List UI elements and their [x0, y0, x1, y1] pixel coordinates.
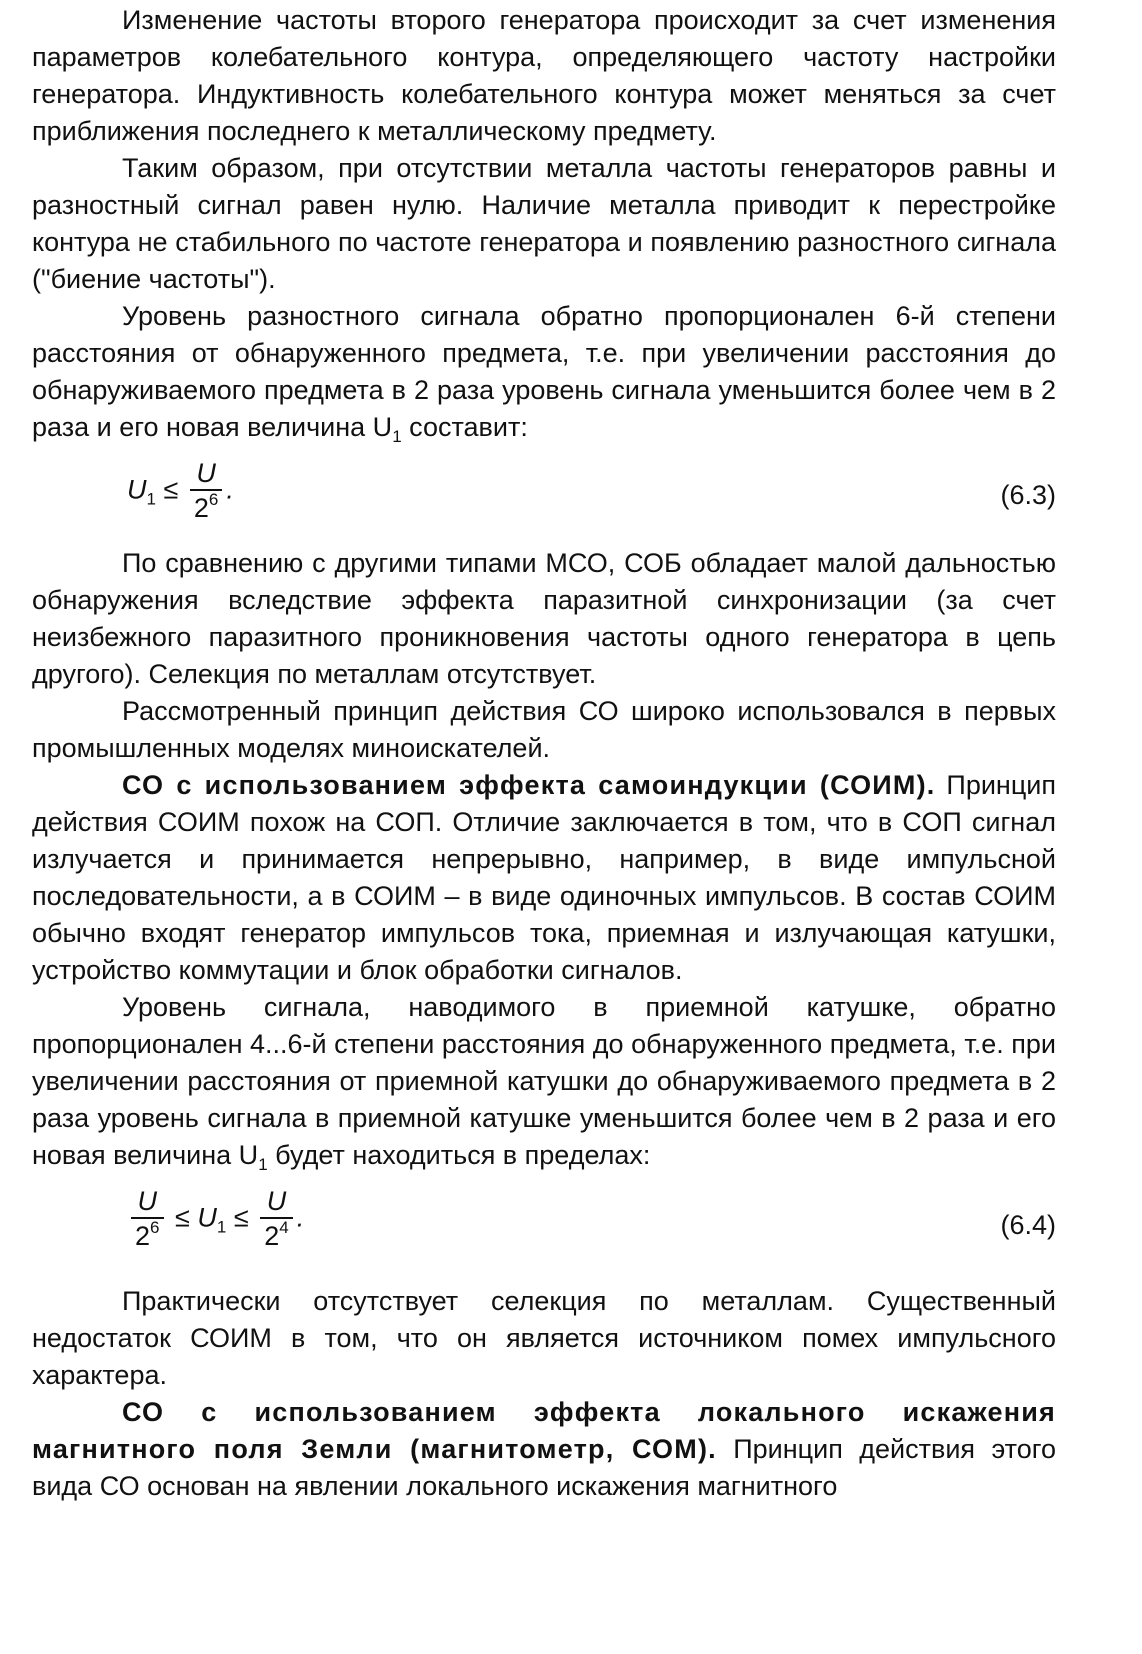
paragraph-text: Уровень сигнала, наводимого в приемной катушке, обратно пропорционален 4...6-й степени расстояния до обнаруженного предмета, т.е. при увеличении расстояния от приемной катушки до обнаруживаемого предмета в 2 раза уровень сигнала в приемной катушке уменьшится более чем в 2 раза и его новая величина U	[32, 992, 1056, 1170]
subscript: 1	[392, 427, 402, 446]
fraction-denominator: $2^6$	[135, 1217, 160, 1251]
equation-number: (6.3)	[1000, 480, 1056, 510]
paragraph-text: Принцип действия этого вида СО основан на явлении локального искажения магнитного	[32, 1434, 1056, 1501]
paragraph-selection: Практически отсутствует селекция по металлам. Существенный недостаток СОИМ в том, что он является источником помех импульсного характера.	[32, 1286, 1056, 1390]
fraction-denominator: $2^4$	[264, 1217, 289, 1251]
formula-tail: .	[226, 474, 234, 505]
paragraph-soim-signal	[32, 989, 1056, 1183]
paragraph-signal-level	[32, 298, 1056, 455]
formula-fraction-left	[131, 1187, 164, 1251]
paragraph-comparison: По сравнению с другими типами МСО, СОБ обладает малой дальностью обнаружения вследствие эффекта паразитной синхронизации (за счет неизбежного паразитного проникновения частоты одного генератора в цепь другого). Селекция по металлам отсутствует.	[32, 548, 1056, 689]
fraction-numerator: U	[131, 1187, 164, 1219]
formula-6-3	[127, 455, 1056, 545]
formula-op: ≤	[175, 1202, 190, 1233]
formula-mid: U	[197, 1202, 217, 1233]
paragraph-text: Уровень разностного сигнала обратно пропорционален 6-й степени расстояния от обнаруженного предмета, т.е. при увеличении расстояния до обнаруживаемого предмета в 2 раза уровень сигнала уменьшится более чем в 2 раза и его новая величина U	[32, 301, 1056, 442]
paragraph-no-metal: Таким образом, при отсутствии металла частоты генераторов равны и разностный сигнал равен нулю. Наличие металла приводит к перестройке контура не стабильного по частоте генератора и появлению разностного сигнала ("биение частоты").	[32, 153, 1056, 294]
fraction-denominator: $2^6$	[193, 489, 219, 523]
formula-op: ≤	[163, 474, 179, 505]
formula-lhs-sub: 1	[146, 489, 156, 509]
paragraph-soim	[32, 767, 1056, 989]
exponent: 4	[279, 1217, 289, 1237]
paragraph-text-end: составит:	[401, 412, 528, 442]
section-heading-som: СО с использованием эффекта локального искажения магнитного поля Земли (магнитометр, СОМ).	[32, 1397, 1056, 1464]
fraction-numerator: U	[190, 459, 223, 491]
paragraph-text-end: будет находиться в пределах:	[267, 1140, 651, 1170]
formula-fraction-right	[260, 1187, 293, 1251]
formula-lhs: U	[127, 474, 147, 505]
formula-tail: .	[296, 1202, 305, 1233]
paragraph-som	[32, 1394, 1056, 1505]
exponent: 6	[208, 489, 219, 509]
formula-fraction	[190, 459, 223, 523]
subscript: 1	[258, 1155, 268, 1174]
formula-6-4	[127, 1183, 1056, 1283]
exponent: 6	[150, 1217, 160, 1237]
paragraph-principle: Рассмотренный принцип действия СО широко использовался в первых промышленных моделях миноискателей.	[32, 696, 1056, 763]
formula-mid-sub: 1	[216, 1217, 227, 1237]
paragraph-text: Принцип действия СОИМ похож на СОП. Отличие заключается в том, что в СОП сигнал излучается и принимается непрерывно, например, в виде импульсной последовательности, а в СОИМ – в виде одиночных импульсов. В состав СОИМ обычно входят генератор импульсов тока, приемная и излучающая катушки, устройство коммутации и блок обработки сигналов.	[32, 770, 1056, 985]
fraction-numerator: U	[260, 1187, 293, 1219]
section-heading-soim: СО с использованием эффекта самоиндукции (СОИМ).	[122, 770, 936, 800]
paragraph-frequency-change: Изменение частоты второго генератора происходит за счет изменения параметров колебательного контура, определяющего частоту настройки генератора. Индуктивность колебательного контура может меняться за счет приближения последнего к металлическому предмету.	[32, 5, 1056, 146]
formula-op: ≤	[233, 1202, 249, 1233]
equation-number: (6.4)	[1000, 1210, 1056, 1240]
